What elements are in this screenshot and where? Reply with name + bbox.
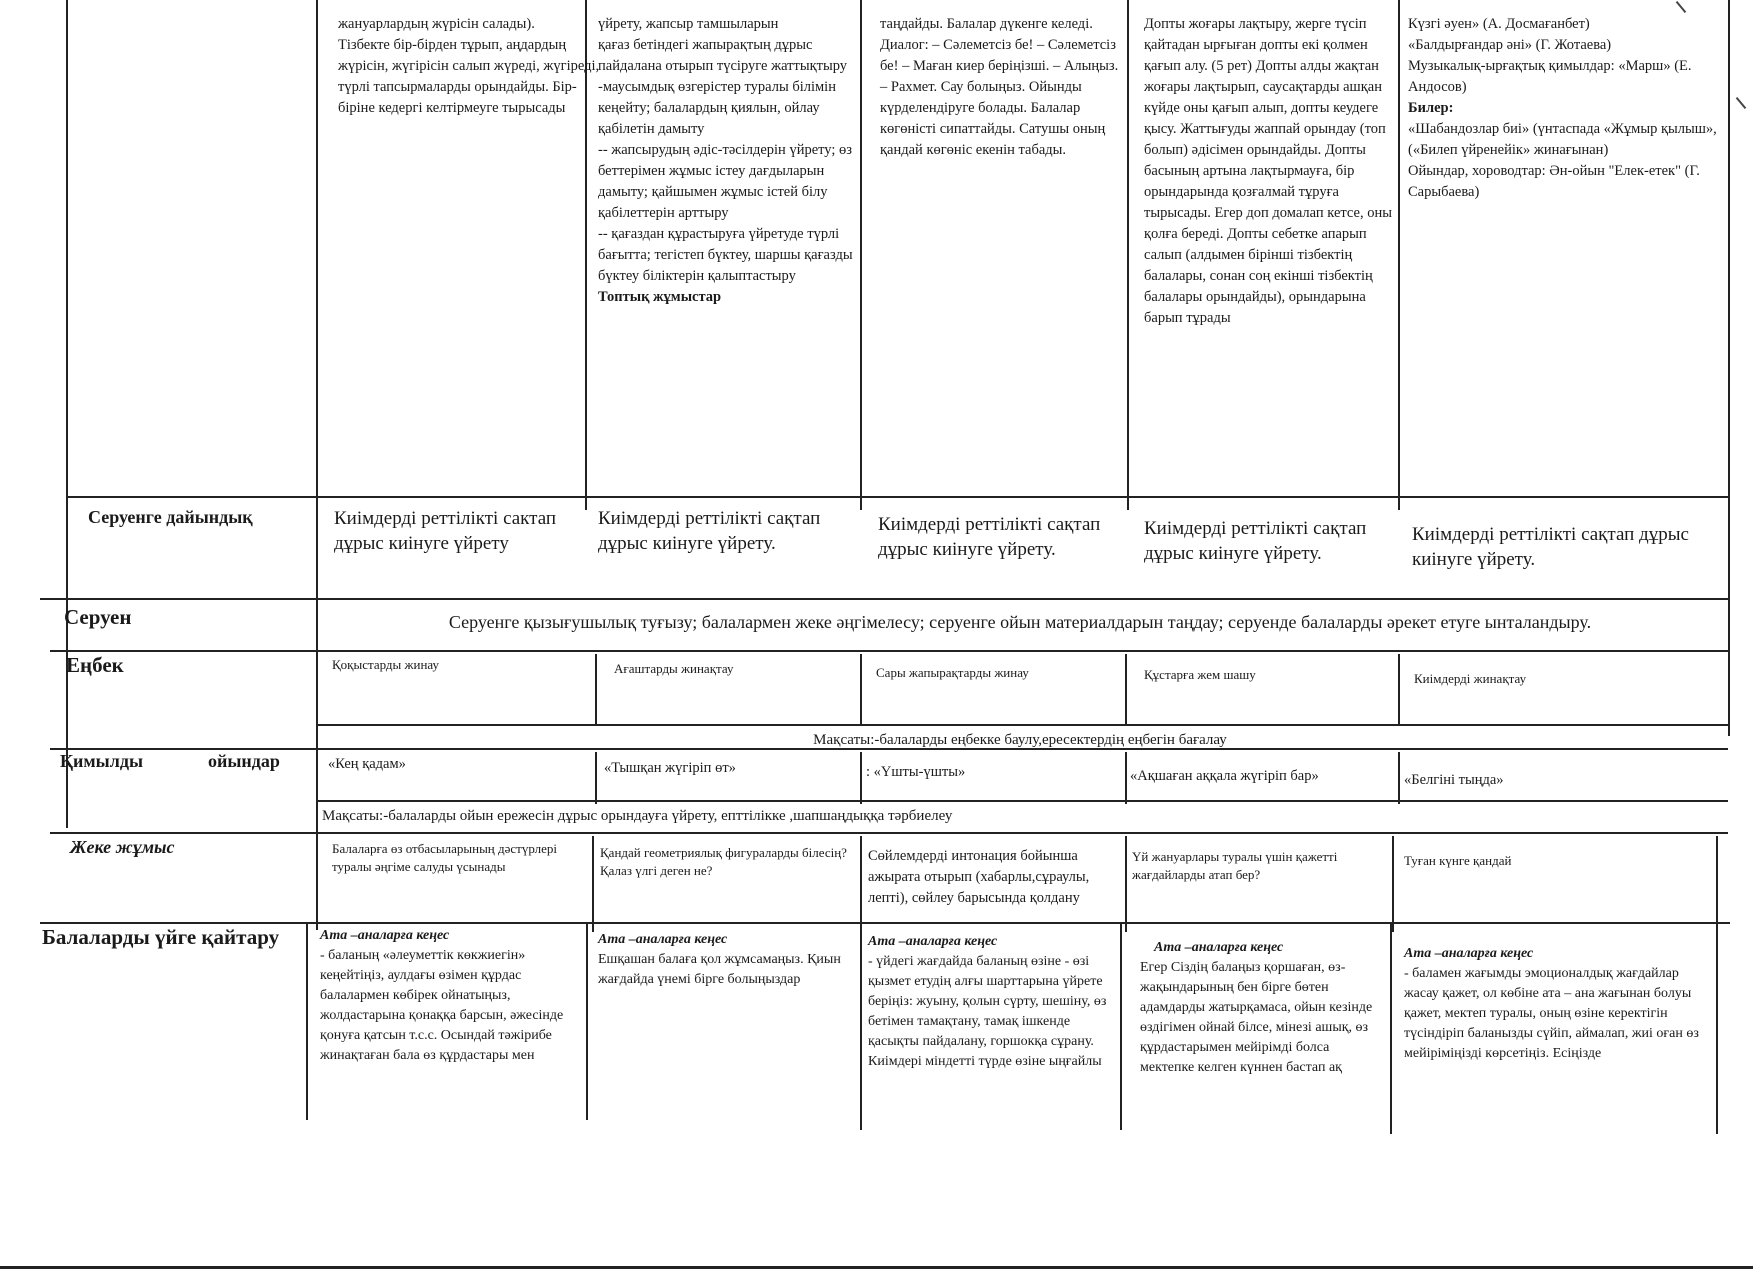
grid-line-home5 [1716,922,1718,1134]
upper-cell-5-line-1: Күзгі әуен» (А. Досмағанбет) [1408,16,1590,32]
grid-line-ind1 [592,836,594,932]
individual-cell-4: Үй жануарлары туралы үшін қажетті жағдайларды атап бер? [1132,849,1338,882]
grid-line-games3 [1125,752,1127,804]
upper-cell-5-line-4: Билер: [1408,100,1454,116]
seruenge-cell-4: Киімдерді реттілікті сақтап дұрыс киінуге үйрету. [1144,518,1367,564]
home-cell-3-text: - үйдегі жағдайда баланың өзіне - өзі қызмет етудің алғы шарттарына үйрете беріңіз: жуыну, қолын сүрту, шешіну, өз бетімен тамақтану, тамақ ішкенде қасықты пайдалану, горшокқа сұрану. Киімдері міндетті түрде өзіне ыңғайлы [868,954,1107,1069]
enbek-cell-4: Құстарға жем шашу [1144,667,1256,682]
upper-cell-4-text: Допты жоғары лақтыру, жерге түсіп қайтадан ырғыған допты екі қолмен қағып алу. (5 рет) Допты алды жақтан жоғары лақтырып, саусақтарды ашқан күйде оны қағып алып, допты кеудеге қысу. Жаттығуды жаппай орындау (топ болып) әдісімен орындайды. Допты басының артына лақтырмауға, бір орындарында қозғалмай тұруға тырысады. Егер доп домалап кетсе, оны қолға береді. Допты себетке апарып салып (алдымен бірінші тізбектің балалары, сонан соң екінші тізбектің балалары орындайды), орындарына барып тұрады [1144,16,1392,326]
grid-line-col4 [1127,0,1129,510]
upper-cell-5-line-5: «Шабандозлар биі» (үнтаспада «Жұмыр қылыш», [1408,121,1717,137]
upper-cell-2-line-4: -- жапсырудың әдіс-тәсілдерін үйрету; өз беттерімен жұмыс істеу дағдыларын дамыту; қайшымен жұмыс істей білу қабілеттерін арттыру [598,142,852,221]
grid-line-ind4 [1392,836,1394,932]
grid-line-home4 [1390,922,1392,1134]
upper-cell-1-line-2: Тізбекте бір-бірден тұрып, аңдардың жүрісін, жүгірісін салып жүреді, жүгіреді, түрлі тапсырмаларды орындайды. Бір-біріне кедергі келтірмеуге тырысады [338,37,600,116]
upper-cell-4 [1144,14,1394,329]
home-cell-1-text: - баланың «әлеуметтік көкжиегін» кеңейтіңіз, аулдағы өзімен құрдас балалармен көбірек ойнатыңыз, жолдастарына қонаққа барсын, әжесінде қонуға қатсын т.с.с. Осындай тәжірибе жинақтаған бала өз құрдастары мен [320,948,564,1063]
grid-line-games4 [1398,752,1400,804]
games-cell-4: «Ақшаған аққала жүгіріп бар» [1130,768,1319,784]
games-label-right: ойындар [208,751,280,771]
individual-cell-1: Балаларға өз отбасыларының дәстүрлері туралы әңгіме салуды үсынады [332,841,558,874]
upper-cell-5-line-3: Музыкалық-ырғақтық қимылдар: «Марш» (Е. Андосов) [1408,58,1692,95]
individual-cell-5: Туған күнге қандай [1404,853,1512,868]
seruenge-cell-1: Киімдерді реттілікті сактап дұрыс киінуге үйрету [334,508,557,554]
grid-line-games2 [860,752,862,804]
grid-line-h1 [66,496,1728,498]
seruenge-cell-2: Киімдерді реттілікті сақтап дұрыс киінуге үйрету. [598,508,821,554]
grid-line-sub3 [1125,654,1127,726]
games-cell-1: «Кең қадам» [328,756,406,772]
group-work-heading: Топтық жұмыстар [598,289,722,305]
grid-line-ind3 [1125,836,1127,932]
upper-cell-2-line-3: -маусымдық өзгерістер туралы білімін кеңейту; балалардың қиялын, ойлау қабілетін дамыту [598,79,836,137]
home-cell-5 [1404,944,1710,1064]
grid-line-games1 [595,752,597,804]
enbek-cell-3: Сары жапырақтарды жинау [876,665,1029,680]
seruenge-cell-5: Киімдерді реттілікті сақтап дұрыс киінуге үйрету. [1412,524,1689,570]
home-cell-2 [598,930,848,990]
home-cell-5-text: - баламен жағымды эмоционалдық жағдайлар жасау қажет, ол көбіне ата – ана жағынан болуы қажет, мектеп туралы, оның өзіне керектігін түсіндіріп баланызды сүйіп, аймалап, жиі оған өз мейіріміңізді көрсетіңіз. Есіңізде [1404,966,1699,1061]
grid-line-home3 [1120,922,1122,1130]
grid-line-h7 [50,832,1728,834]
home-cell-2-heading: Ата –аналарға кеңес [598,932,728,947]
games-goal: Мақсаты:-балаларды ойын ережесін дұрыс орындауға үйрету, епттілікке ,шапшаңдыққа тәрбиелеу [322,808,953,824]
home-cell-3 [868,932,1116,1072]
grid-line-home0 [306,922,308,1120]
home-cell-4-text: Егер Сіздің балаңыз қоршаған, өз-жақындарының бен бірге бөтен адамдарды жатырқамаса, ойын кезінде өздігімен ойнай білсе, мінезі ашық, өз құрдастарымен мейірімді болса мектепке келген күннен бастап ақ [1140,960,1373,1075]
upper-cell-5-line-6: («Билеп үйренейік» жинағынан) [1408,142,1609,158]
home-cell-3-heading: Ата –аналарға кеңес [868,934,998,949]
enbek-cell-1: Қоқыстарды жинау [332,657,440,672]
individual-label: Жеке жұмыс [70,837,175,857]
seruenge-label: Серуенге дайындық [88,507,253,527]
seruen-label: Серуен [64,605,132,629]
grid-line-home2 [860,922,862,1130]
grid-line-col5 [1398,0,1400,510]
individual-cell-3: Сөйлемдерді интонация бойынша ажырата отырып (хабарлы,сұраулы, лепті), сөйлеу барысында қолдану [868,848,1090,906]
grid-line-col1 [316,0,318,510]
enbek-cell-2: Ағаштарды жинақтау [614,661,734,676]
home-cell-2-text: Ешқашан балаға қол жұмсамаңыз. Қиын жағдайда үнемі бірге болыңыздар [598,952,841,987]
grid-line-right [1728,0,1730,736]
upper-cell-3-text: таңдайды. Балалар дүкенге келеді. Диалог: – Сәлеметсіз бе! – Сәлеметсіз бе! – Маған киер беріңізші. – Алыңыз. – Рахмет. Сау болыңыз. Ойынды күрделендіруге болады. Балалар көгөністі сипаттайды. Сатушы оның қандай көгөніс екенін табады. [880,16,1119,158]
upper-cell-5-line-7: Ойындар, хороводтар: Ән-ойын "Елек-етек" (Г. Сарыбаева) [1408,163,1700,200]
seruen-text: Серуенге қызығушылық туғызу; балалармен жеке әңгімелесу; серуенге ойын материалдарын таңдау; серуенде балаларды әрекет етуге ынталандыру. [448,612,1592,632]
home-cell-5-heading: Ата –аналарға кеңес [1404,946,1534,961]
seruenge-cell-3: Киімдерді реттілікті сақтап дұрыс киінуге үйрету. [878,514,1101,560]
enbek-goal: Мақсаты:-балаларды еңбекке баулу,ересектердің еңбегін бағалау [813,732,1227,748]
grid-line-ind2 [860,836,862,932]
grid-line-h2 [40,598,1728,600]
grid-line-h4 [316,724,1728,726]
scan-mark-top [1676,1,1687,13]
grid-line-labels [316,510,318,930]
enbek-label: Еңбек [66,653,124,677]
grid-line-ind-right [1716,836,1718,932]
upper-cell-2-line-1: үйрету, жапсыр тамшыларын [598,16,779,32]
upper-cell-1-line-1: жануарлардың жүрісін салады). [338,16,535,32]
grid-line-h3 [50,650,1728,652]
upper-cell-2-line-5: -- қағаздан құрастыруға үйретуде түрлі бағытта; тегістеп бүктеу, шаршы қағазды бүктеу біліктерін қалыптастыру [598,226,853,284]
home-label: Балаларды үйге қайтару [42,925,280,949]
games-cell-5: «Белгіні тыңда» [1404,772,1504,788]
upper-cell-5-line-2: «Балдырғандар әні» (Г. Жотаева) [1408,37,1612,53]
upper-cell-2-line-2: қағаз бетіндегі жапырақтың дұрыс пайдалана отырып түсіруге жаттықтыру [598,37,848,74]
bottom-rule [0,1266,1753,1269]
home-cell-1-heading: Ата –аналарға кеңес [320,928,450,943]
grid-line-sub4 [1398,654,1400,726]
grid-line-h6 [316,800,1728,802]
games-label-left: Қимылды [60,751,143,771]
individual-cell-2: Қандай геометриялық фигураларды білесің? Қалаз үлгі деген не? [600,845,847,878]
home-cell-4-heading: Ата –аналарға кеңес [1154,940,1284,955]
grid-line-left [66,0,68,828]
upper-cell-5 [1408,14,1726,203]
upper-cell-2 [598,14,864,308]
grid-line-sub2 [860,654,862,726]
home-cell-4 [1140,938,1386,1078]
grid-line-home1 [586,922,588,1120]
enbek-cell-5: Киімдерді жинақтау [1414,671,1527,686]
scan-mark-right [1736,97,1747,109]
upper-cell-1 [338,14,600,119]
grid-line-sub1 [595,654,597,726]
games-cell-2: «Тышқан жүгіріп өт» [604,760,736,776]
home-cell-1 [320,926,582,1066]
upper-cell-3 [880,14,1125,161]
games-cell-3: : «Үшты-үшты» [866,764,966,780]
